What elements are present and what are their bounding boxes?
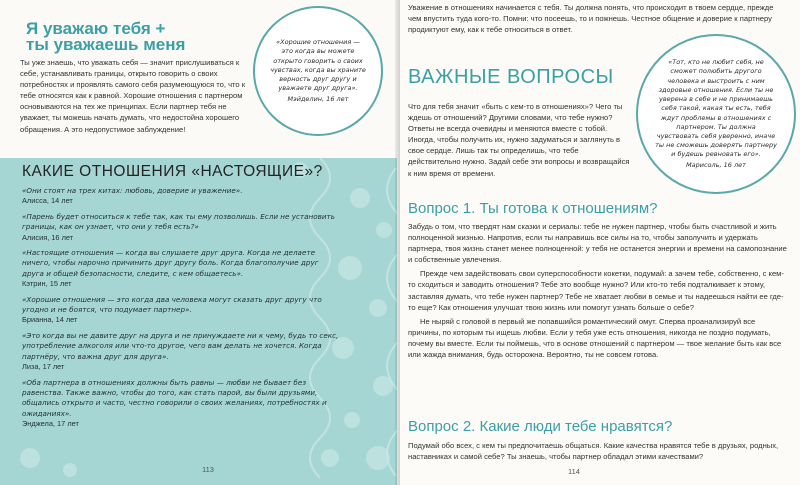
- question-1-paragraph: Забудь о том, что твердят нам сказки и сериалы: тебе не нужен партнер, чтобы быть счастливой и жить полноценной жизнью. Напротив, если ты направишь все силы на то, чтобы заполучить и удержать партнера, твоя жизнь станет менее полноценной: у тебя не останется энергии и времени на самопознание и собственные увлечения.: [408, 222, 787, 265]
- quote-item: [22, 248, 340, 290]
- left-circle-quote: «Хорошие отношения — это когда вы можете открыто говорить о своих чувствах, когда вы храните верность друг другу и уважаете друг друга».: [270, 38, 366, 93]
- right-page: [400, 0, 800, 485]
- right-page-number: 114: [568, 467, 580, 476]
- question-1-body: [408, 221, 788, 363]
- right-section-title: ВАЖНЫЕ ВОПРОСЫ: [408, 66, 614, 88]
- right-circle-author: Марисоль, 16 лет: [686, 160, 746, 169]
- quote-text: «Оба партнера в отношениях должны быть равны — любви не бывает без равенства. Также важно, чтобы до того, как стать парой, вы были друзьями, общались открыто и часто, честно говорили о своих желаниях, потребностях и ожиданиях».: [22, 377, 327, 418]
- quote-text: «Это когда вы не давите друг на друга и не принуждаете ни к чему, будь то секс, употребление алкоголя или что-то другое, чего вам делать не хочется. Когда партнёру, что важна друг для друга».: [22, 330, 339, 361]
- right-quote-circle: [636, 34, 796, 194]
- quote-item: [22, 331, 340, 373]
- question-2-body: Подумай обо всех, с кем ты предпочитаешь общаться. Какие качества нравятся тебе в друзьях, родных, наставниках и самой себе? Ты знаешь, чтобы партнер обладал этими качествами?: [408, 441, 779, 462]
- quote-item: [22, 378, 340, 430]
- left-circle-author: Мэйделин, 16 лет: [287, 94, 349, 103]
- quote-author: Брианна, 14 лет: [22, 315, 78, 325]
- right-circle-quote-wrap: [655, 58, 777, 169]
- quote-item: [22, 212, 340, 243]
- question-1-paragraph: Не ныряй с головой в первый же попавшийся романтический омут. Сперва проанализируй все причины, по которым ты ищешь любви. Если у тебя уже есть отношения, никогда не поздно подумать, почему вы вместе. Если ты поймешь, что в основе отношений с партнером — твое желание быть как все или жажда внимания, будь осторожна. Вероятно, ты не совсем готова.: [408, 316, 782, 360]
- left-page: [0, 0, 397, 485]
- quote-author: Лиза, 17 лет: [22, 362, 65, 372]
- quote-item: [22, 295, 340, 326]
- right-intro-text: Что для тебя значит «быть с кем-то в отношениях»? Чего ты ждешь от отношений? Другими словами, что тебе нужно? Ответы не всегда очевидны и меняются вместе с тобой. Иногда, чтобы получить их, нужно задуматься и заглянуть в свое сердце. Лишь так ты определишь, что тебе действительно нужно. Задай себе эти вопросы и возвращайся к ним время от времени.: [408, 102, 630, 178]
- left-page-title: [26, 21, 256, 53]
- left-title-line2: ты уважаешь меня: [26, 35, 186, 54]
- quote-author: Алисия, 16 лет: [22, 232, 74, 242]
- left-intro-text: Ты уже знаешь, что уважать себя — значит прислушиваться к себе, устанавливать границы, открыто говорить о своих потребностях и проявлять самого себя разумеющуюся то, что к тебе относятся как к равной. Хорошие отношения с партнером основываются на тех же принципах. Если партнер тебя не уважает, ты можешь начать думать, что недостойна хорошего обращения. А это недопустимое заблуждение!: [20, 58, 246, 134]
- quote-text: «Они стоят на трех китах: любовь, доверие и уважение».: [22, 186, 243, 195]
- quotes-list: [22, 186, 340, 435]
- quote-author: Кэтрин, 15 лет: [22, 279, 72, 289]
- left-circle-quote-wrap: [270, 38, 366, 103]
- right-top-text: Уважение в отношениях начинается с тебя. Ты должна понять, что происходит в твоем сердце, прежде чем впустить туда кого-то. Помни: что посеешь, то и пожнешь. Честное общение и доверие к партнеру продиктуют ему, как к тебе относиться в ответ.: [408, 3, 774, 35]
- left-quote-circle: [253, 6, 383, 136]
- quote-text: «Настоящие отношения — когда вы слушаете друг друга. Когда не делаете ничего, чтобы нарочно причинить друг другу боль. Когда благополучие друг друга и общей безопасности, следите, с кем общаетесь».: [22, 248, 319, 278]
- left-page-number: 113: [202, 465, 214, 474]
- question-1-title: Вопрос 1. Ты готова к отношениям?: [408, 200, 658, 217]
- quote-text: «Хорошие отношения — это когда два человека могут сказать друг другу что угодно и не боятся, что подумает партнер».: [22, 294, 322, 315]
- quote-author: Алисса, 14 лет: [22, 196, 73, 206]
- quote-text: «Парень будет относиться к тебе так, как ты ему позволишь. Если не установить границы, как он узнает, что они у тебя есть?»: [22, 211, 335, 232]
- question-2-title: Вопрос 2. Какие люди тебе нравятся?: [408, 418, 673, 435]
- quote-item: [22, 186, 340, 207]
- left-title-line1: Я уважаю тебя +: [26, 19, 166, 38]
- question-1-paragraph: Прежде чем задействовать свои суперспособности кокетки, подумай: а зачем тебе, собственно, с кем-то сходиться и заводить отношения? Тебе это вообще нужно? Или кто-то тебя подталкивает к этому, заставляя думать, что тебе нужен партнер? Тебе не хватает любви в семье и ты надеешься найти ее где-то еще? Как отношения улучшат твою жизнь или помогут узнать больше о себе?: [408, 269, 784, 312]
- left-section-title: КАКИЕ ОТНОШЕНИЯ «НАСТОЯЩИЕ»?: [22, 163, 323, 180]
- quote-author: Энджела, 17 лет: [22, 419, 79, 429]
- right-circle-quote: «Тот, кто не любит себя, не сможет полюбить другого человека и выстроить с ним здоровые отношения. Если ты не уверена в себе и не принимаешь себя такой, какая ты есть, тебя ждут проблемы в отношениях с партнером. Ты должна чувствовать себя уверенно, иначе ты не сможешь доверять партнеру и будешь ревновать его».: [655, 58, 777, 159]
